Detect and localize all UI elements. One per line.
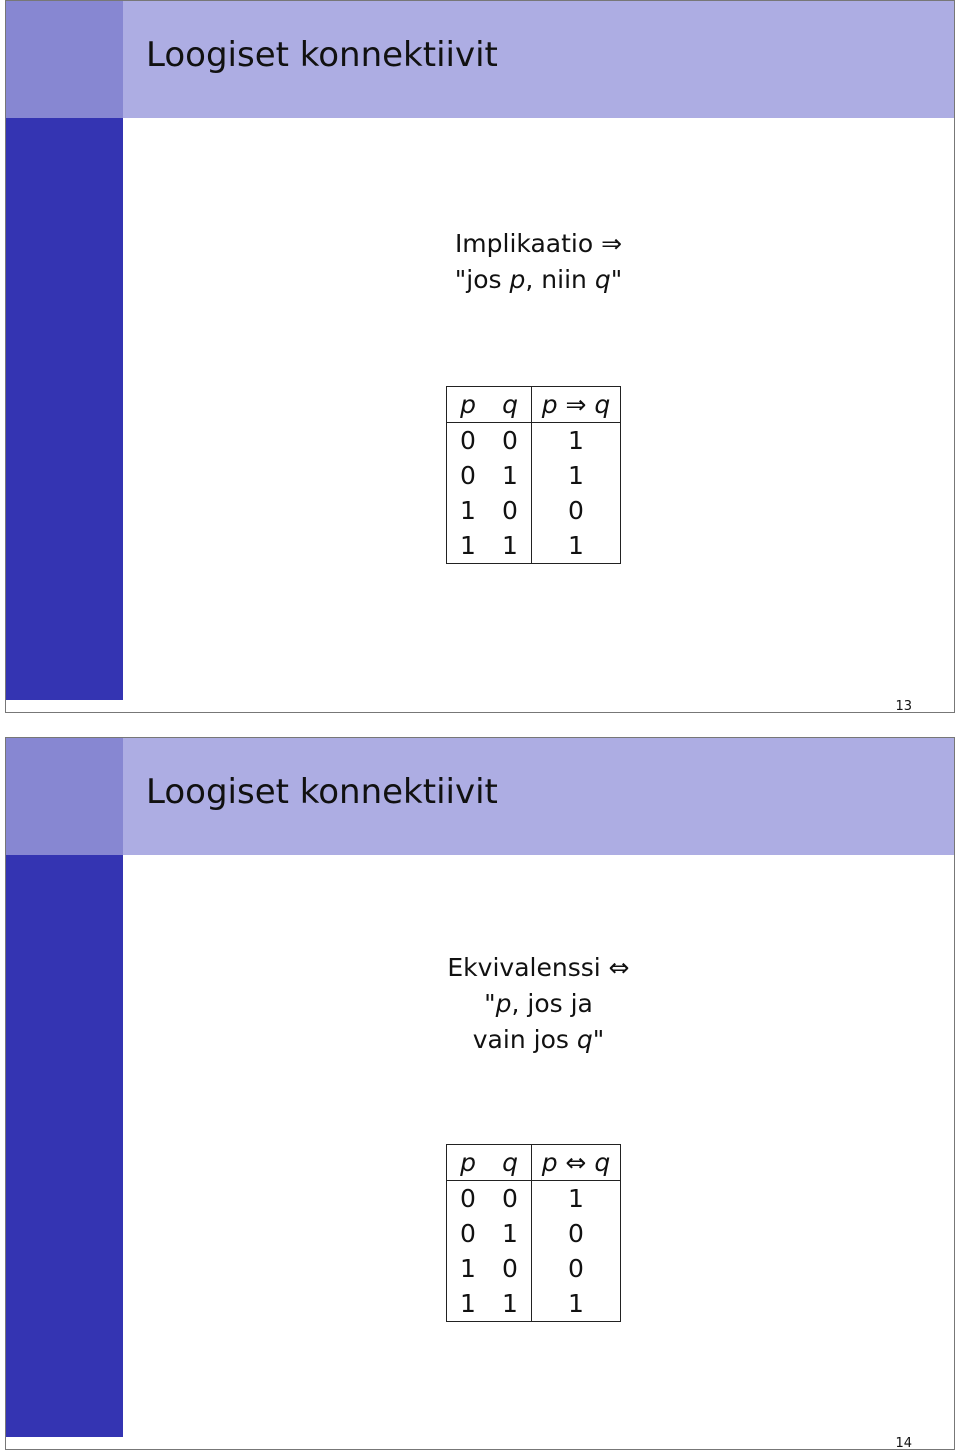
header-result-p: p — [541, 1148, 558, 1177]
header-q: q — [489, 1145, 532, 1181]
implication-symbol: ⇒ — [601, 229, 623, 258]
caption-line-2 — [123, 986, 954, 1022]
header-result-p: p — [541, 390, 558, 419]
variable-p: p — [509, 265, 526, 294]
header-result — [532, 1145, 621, 1181]
slide-caption — [123, 950, 954, 1058]
cell-result: 0 — [532, 1251, 621, 1286]
cell-p: 1 — [460, 1254, 476, 1283]
variable-q: q — [594, 265, 611, 294]
caption-text: vain jos — [472, 1025, 577, 1054]
cell-result: 1 — [532, 458, 621, 493]
sidebar-bar — [6, 855, 123, 1437]
slide-caption — [123, 226, 954, 298]
table-row — [447, 493, 621, 528]
cell-q: 1 — [502, 461, 518, 490]
page-number: 14 — [895, 1436, 912, 1451]
header-q: q — [489, 387, 532, 423]
cell-q: 1 — [502, 1219, 518, 1248]
cell-q: 0 — [502, 496, 518, 525]
equivalence-symbol: ⇔ — [608, 953, 630, 982]
truth-table-header — [447, 387, 621, 423]
cell-p: 1 — [460, 531, 476, 560]
caption-line-2 — [123, 262, 954, 298]
table-row — [447, 1181, 621, 1217]
sidebar-bar — [6, 118, 123, 700]
cell-result: 1 — [532, 1286, 621, 1322]
caption-text: "jos — [454, 265, 510, 294]
slide-13 — [5, 0, 955, 713]
variable-q: q — [576, 1025, 593, 1054]
table-row — [447, 458, 621, 493]
caption-text: , jos ja — [511, 989, 593, 1018]
implication-symbol: ⇒ — [565, 390, 587, 419]
caption-text: " — [484, 989, 496, 1018]
table-row — [447, 1251, 621, 1286]
caption-text: " — [592, 1025, 605, 1054]
table-row — [447, 528, 621, 564]
caption-line-3 — [123, 1022, 954, 1058]
cell-p: 1 — [460, 1289, 476, 1318]
cell-p: 0 — [460, 461, 476, 490]
cell-result: 1 — [532, 1181, 621, 1217]
cell-result: 1 — [532, 528, 621, 564]
cell-p: 0 — [460, 426, 476, 455]
header-result-q: q — [594, 390, 611, 419]
variable-p: p — [495, 989, 512, 1018]
header-corner — [6, 738, 123, 855]
equivalence-symbol: ⇔ — [565, 1148, 587, 1177]
caption-text: Ekvivalenssi — [447, 953, 601, 982]
header-p: p — [447, 387, 490, 423]
caption-text: " — [610, 265, 623, 294]
truth-table-header — [447, 1145, 621, 1181]
cell-q: 1 — [502, 531, 518, 560]
slide-title: Loogiset konnektiivit — [146, 772, 498, 812]
table-row — [447, 1286, 621, 1322]
cell-q: 0 — [502, 426, 518, 455]
truth-table — [446, 386, 621, 564]
caption-line-1 — [123, 950, 954, 986]
table-row — [447, 1216, 621, 1251]
caption-text: , niin — [525, 265, 595, 294]
header-p: p — [447, 1145, 490, 1181]
cell-p: 0 — [460, 1219, 476, 1248]
cell-q: 1 — [502, 1289, 518, 1318]
cell-q: 0 — [502, 1184, 518, 1213]
cell-q: 0 — [502, 1254, 518, 1283]
header-corner — [6, 1, 123, 118]
table-row — [447, 423, 621, 459]
cell-result: 0 — [532, 1216, 621, 1251]
truth-table — [446, 1144, 621, 1322]
cell-p: 1 — [460, 496, 476, 525]
caption-line-1 — [123, 226, 954, 262]
caption-text: Implikaatio — [454, 229, 594, 258]
cell-p: 0 — [460, 1184, 476, 1213]
cell-result: 1 — [532, 423, 621, 459]
page-number: 13 — [895, 699, 912, 714]
slide-14 — [5, 737, 955, 1450]
cell-result: 0 — [532, 493, 621, 528]
header-result — [532, 387, 621, 423]
slide-title: Loogiset konnektiivit — [146, 35, 498, 75]
header-result-q: q — [594, 1148, 611, 1177]
